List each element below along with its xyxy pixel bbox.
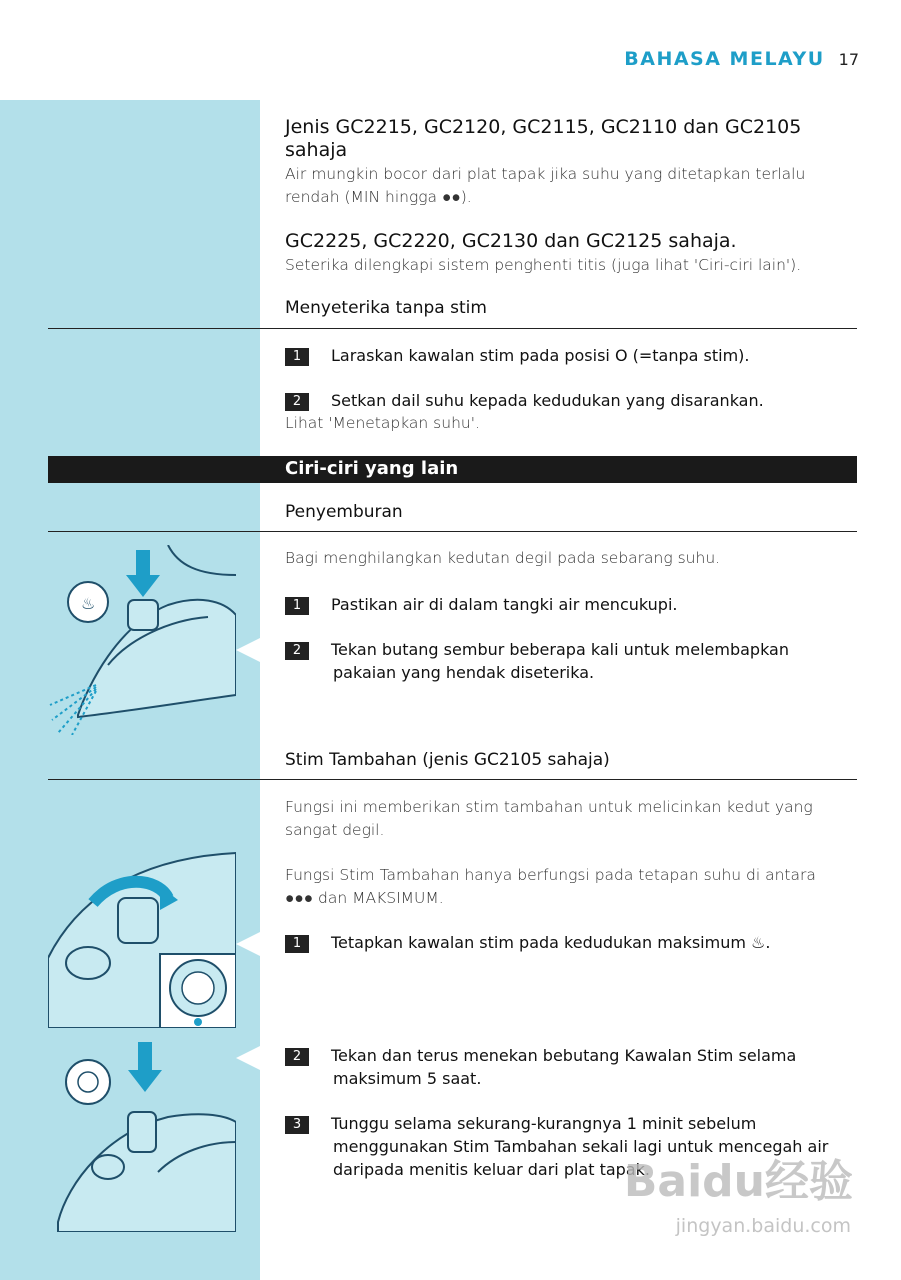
models2-body: Seterika dilengkapi sistem penghenti titis (juga lihat 'Ciri-ciri lain'). [285,256,802,274]
extra-p1: Fungsi ini memberikan stim tambahan untuk melicinkan kedut yang sangat degil. [285,798,813,839]
spray-step-1 [285,593,845,616]
steam-control-illustration [48,838,236,1028]
models1-body: Air mungkin bocor dari plat tapak jika suhu yang ditetapkan terlalu rendah (MIN hingga ●●). [285,165,806,206]
models2-title: GC2225, GC2220, GC2130 dan GC2125 sahaja. [285,230,737,252]
step-text: Laraskan kawalan stim pada posisi O (=tanpa stim). [331,346,750,365]
extra-step-2 [285,1044,845,1090]
illustration-pointer [236,932,260,956]
page-header [624,48,859,70]
page-number: 17 [838,50,859,69]
step-text-cont: daripada menitis keluar dari plat tapak. [333,1160,650,1179]
step-number: 3 [285,1116,309,1134]
step-number: 1 [285,348,309,366]
extra-title: Stim Tambahan (jenis GC2105 sahaja) [285,750,610,770]
watermark-url: jingyan.baidu.com [675,1215,851,1237]
step-text: Pastikan air di dalam tangki air mencukupi. [331,595,678,614]
step-text: Tekan butang sembur beberapa kali untuk melembapkan [331,640,789,659]
svg-text:♨: ♨ [81,594,96,613]
step-text-cont: maksimum 5 saat. [333,1069,482,1088]
illustration-pointer [236,1046,260,1070]
dry-title: Menyeterika tanpa stim [285,298,487,318]
step-text: Tetapkan kawalan stim pada kedudukan maksimum ♨. [331,933,771,952]
dry-step-2 [285,389,845,412]
dry-step-1 [285,344,845,367]
iron-spray-drawing [48,545,236,735]
spray-intro: Bagi menghilangkan kedutan degil pada sebarang suhu. [285,549,721,567]
spray-title: Penyemburan [285,502,403,522]
step-number: 1 [285,597,309,615]
iron-press-drawing [48,1042,236,1232]
step-number: 1 [285,935,309,953]
step-number: 2 [285,393,309,411]
spray-illustration [48,545,236,735]
dry-note: Lihat 'Menetapkan suhu'. [285,414,480,432]
spray-step-2 [285,638,845,684]
step-number: 2 [285,1048,309,1066]
step-text: Tekan dan terus menekan bebutang Kawalan Stim selama [331,1046,797,1065]
extra-step-1 [285,931,845,954]
step-text-cont: menggunakan Stim Tambahan sekali lagi untuk mencegah air [333,1137,829,1156]
step-number: 2 [285,642,309,660]
iron-dial-drawing [48,838,236,1028]
step-text: Tunggu selama sekurang-kurangnya 1 minit sebelum [331,1114,757,1133]
divider [48,779,857,780]
illustration-pointer [236,638,260,662]
step-text-cont: pakaian yang hendak diseterika. [333,663,595,682]
divider [48,328,857,329]
section-bar-title: Ciri-ciri yang lain [285,458,459,479]
language-label: BAHASA MELAYU [624,48,825,70]
steam-button-illustration [48,1042,236,1232]
models1-title: Jenis GC2215, GC2120, GC2115, GC2110 dan GC2105 sahaja [285,116,802,161]
step-text: Setkan dail suhu kepada kedudukan yang disarankan. [331,391,764,410]
divider [48,531,857,532]
watermark-logo: Baidu经验 [623,1156,853,1207]
section-bar [48,456,857,483]
extra-p2: Fungsi Stim Tambahan hanya berfungsi pada tetapan suhu di antara ●●● dan MAKSIMUM. [285,866,816,907]
